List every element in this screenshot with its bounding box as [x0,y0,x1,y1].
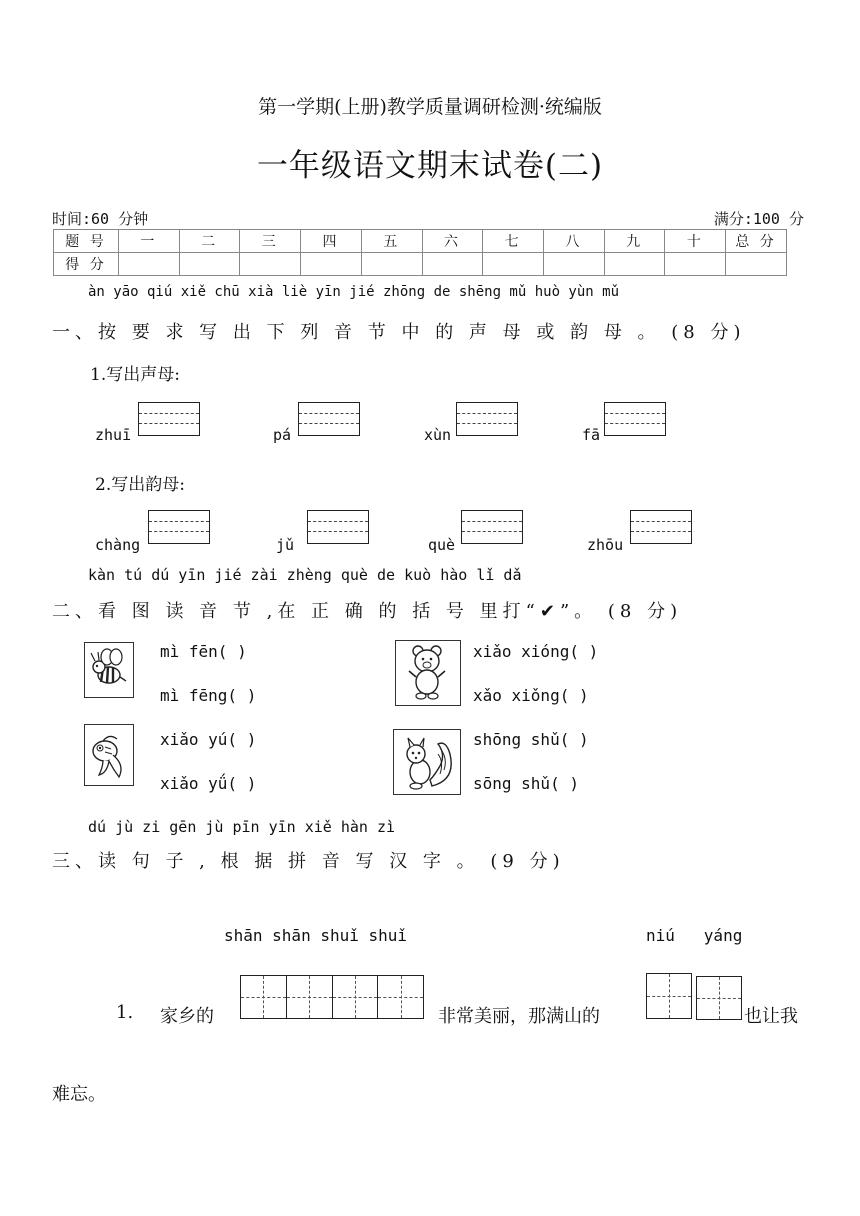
hanzi-cell[interactable] [241,976,287,1018]
score-table-col: 三 [240,230,301,253]
q1-part1-label: 1.写出声母: [90,365,180,385]
score-cell[interactable] [179,253,240,276]
pinyin-word: què [428,536,456,554]
option-xiao-yv[interactable]: xiǎo yǘ( ) [160,774,257,793]
q2-pinyin: kàn tú dú yīn jié zài zhèng què de kuò hào lǐ dǎ [88,566,522,584]
pinyin-word: pá [273,426,292,444]
option-xiao-yu[interactable]: xiǎo yú( ) [160,730,257,749]
answer-box[interactable] [298,402,360,436]
option-mi-fen[interactable]: mì fēn( ) [160,642,247,661]
score-table-col: 十 [665,230,726,253]
score-table-col: 八 [544,230,605,253]
score-cell[interactable] [483,253,544,276]
full-score: 满分:100 分 [713,210,804,228]
score-cell[interactable] [361,253,422,276]
score-cell[interactable] [119,253,180,276]
hint-pinyin-shanshui: shān shān shuǐ shuǐ [224,926,408,945]
bee-icon [84,642,134,698]
exam-subtitle: 第一学期(上册)教学质量调研检测·统编版 [258,96,602,118]
hanzi-cell[interactable] [647,974,691,1018]
score-cell[interactable] [544,253,605,276]
pinyin-word: zhōu [587,536,624,554]
answer-box[interactable] [604,402,666,436]
score-table-col-total: 总 分 [726,230,787,253]
score-table-col: 六 [422,230,483,253]
answer-box[interactable] [456,402,518,436]
score-table-col: 一 [119,230,180,253]
score-table-col: 七 [483,230,544,253]
answer-box[interactable] [307,510,369,544]
score-table-col: 九 [604,230,665,253]
sentence-number: 1. [116,1002,134,1023]
q1-part2-label: 2.写出韵母: [95,475,185,495]
score-table-col: 四 [301,230,362,253]
q3-pinyin: dú jù zi gēn jù pīn yīn xiě hàn zì [88,818,396,836]
score-table-row-label: 得 分 [54,253,119,276]
score-table [53,229,787,276]
score-cell[interactable] [604,253,665,276]
q3-title: 三、读 句 子 , 根 据 拼 音 写 汉 字 。 (9 分) [52,851,565,872]
bear-icon [395,640,461,706]
sentence-part-a: 家乡的 [160,1006,214,1027]
exam-title: 一年级语文期末试卷(二) [256,148,604,184]
time-limit: 时间:60 分钟 [52,210,149,228]
q1-pinyin: àn yāo qiú xiě chū xià liè yīn jié zhōng de shēng mǔ huò yùn mǔ [88,284,620,300]
answer-box[interactable] [461,510,523,544]
fish-icon [84,724,134,786]
hanzi-cell[interactable] [697,977,741,1019]
sentence-part-d: 难忘。 [52,1084,106,1105]
score-table-score-row [54,253,787,276]
score-table-row-label: 题 号 [54,230,119,253]
hanzi-grid-yang[interactable] [696,976,742,1020]
option-xao-xiong[interactable]: xǎo xiǒng( ) [473,686,589,705]
score-cell[interactable] [240,253,301,276]
squirrel-icon [393,729,461,795]
option-xiao-xiong[interactable]: xiǎo xióng( ) [473,642,599,661]
hanzi-cell[interactable] [287,976,333,1018]
pinyin-word: fā [582,426,601,444]
score-cell[interactable] [665,253,726,276]
score-cell[interactable] [301,253,362,276]
hanzi-cell[interactable] [378,976,423,1018]
sentence-part-c: 也让我 [744,1006,798,1027]
hanzi-grid-shanshan[interactable] [240,975,424,1019]
score-table-col: 五 [361,230,422,253]
answer-box[interactable] [630,510,692,544]
score-table-col: 二 [179,230,240,253]
option-song-shu[interactable]: sōng shǔ( ) [473,774,579,793]
q2-title: 二、看 图 读 音 节 ,在 正 确 的 括 号 里打“✔”。 (8 分) [52,601,683,622]
option-shong-shu[interactable]: shōng shǔ( ) [473,730,589,749]
pinyin-word: jǔ [276,536,295,554]
answer-box[interactable] [148,510,210,544]
sentence-part-b: 非常美丽，那满山的 [438,1006,600,1027]
hanzi-grid-niu[interactable] [646,973,692,1019]
answer-box[interactable] [138,402,200,436]
hanzi-cell[interactable] [333,976,379,1018]
score-cell[interactable] [422,253,483,276]
score-cell[interactable] [726,253,787,276]
pinyin-word: chàng [95,536,141,554]
q1-title: 一、按 要 求 写 出 下 列 音 节 中 的 声 母 或 韵 母 。 (8 分) [52,322,746,343]
option-mi-feng[interactable]: mì fēng( ) [160,686,257,705]
pinyin-word: xùn [424,426,452,444]
hint-pinyin-niuyang: niú yáng [646,926,743,945]
score-table-header-row [54,230,787,253]
pinyin-word: zhuī [95,426,132,444]
